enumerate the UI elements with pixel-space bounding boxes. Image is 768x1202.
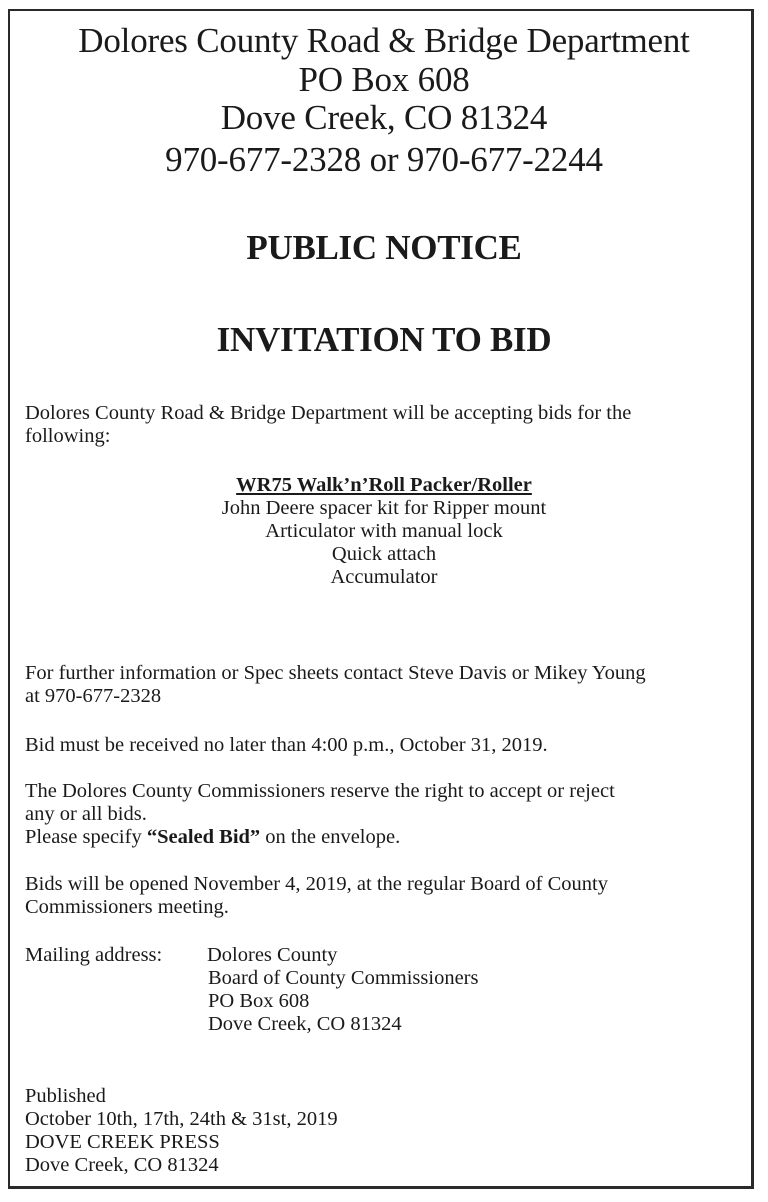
mailing-address-line: PO Box 608 <box>208 990 310 1012</box>
header-phones: 970-677-2328 or 970-677-2244 <box>165 140 603 179</box>
sealed-bid-suffix: on the envelope. <box>260 826 401 848</box>
title-invitation-to-bid: INVITATION TO BID <box>216 320 552 359</box>
opening-line-2: Commissioners meeting. <box>25 896 229 918</box>
notice-border <box>8 9 754 1189</box>
mailing-address-line: Board of County Commissioners <box>208 967 479 989</box>
published-paper: DOVE CREEK PRESS <box>25 1131 220 1153</box>
header-po-box: PO Box 608 <box>298 60 470 99</box>
sealed-bid-instruction <box>25 826 400 850</box>
opening-line-1: Bids will be opened November 4, 2019, at the regular Board of County <box>25 873 608 895</box>
rights-line-2: any or all bids. <box>25 803 147 825</box>
bid-item-feature: John Deere spacer kit for Ripper mount <box>221 497 547 519</box>
bid-deadline: Bid must be received no later than 4:00 p.m., October 31, 2019. <box>25 734 548 756</box>
intro-line-1: Dolores County Road & Bridge Department will be accepting bids for the <box>25 402 632 424</box>
contact-line-1: For further information or Spec sheets contact Steve Davis or Mikey Young <box>25 662 646 684</box>
bid-item-feature: Quick attach <box>331 543 437 565</box>
header-city: Dove Creek, CO 81324 <box>220 98 548 137</box>
mailing-address-label: Mailing address: <box>25 944 163 966</box>
published-label: Published <box>25 1085 106 1107</box>
header-organization: Dolores County Road & Bridge Department <box>78 21 690 60</box>
contact-line-2: at 970-677-2328 <box>25 685 162 707</box>
published-dates: October 10th, 17th, 24th & 31st, 2019 <box>25 1108 338 1130</box>
bid-item-feature: Articulator with manual lock <box>265 520 503 542</box>
title-public-notice: PUBLIC NOTICE <box>246 228 522 267</box>
mailing-address-line: Dove Creek, CO 81324 <box>208 1013 402 1035</box>
intro-line-2: following: <box>25 425 111 447</box>
sealed-bid-prefix: Please specify <box>25 826 147 848</box>
published-city: Dove Creek, CO 81324 <box>25 1154 219 1176</box>
bid-item-title: WR75 Walk’n’Roll Packer/Roller <box>236 474 532 496</box>
bid-item-feature: Accumulator <box>330 566 438 588</box>
rights-line-1: The Dolores County Commissioners reserve the right to accept or reject <box>25 780 615 802</box>
sealed-bid-emphasis: “Sealed Bid” <box>146 826 261 848</box>
mailing-address-line: Dolores County <box>207 944 338 966</box>
